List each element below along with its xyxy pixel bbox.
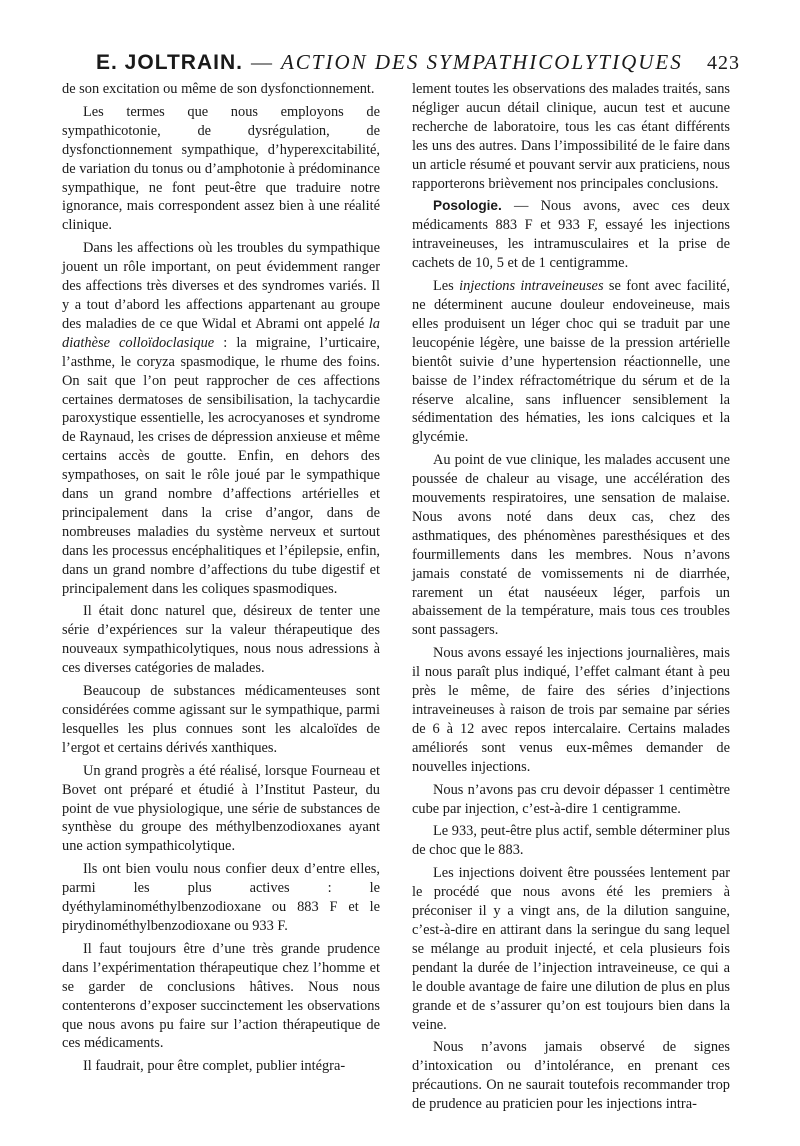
paragraph: Le 933, peut-être plus actif, semble déterminer plus de choc que le 883.	[412, 823, 730, 859]
italic-term: la diathèse colloïdoclasique	[62, 315, 380, 351]
header-author: E. JOLTRAIN.	[96, 51, 243, 74]
paragraph: Il était donc naturel que, désireux de tenter une série d’expériences sur la valeur thérapeutique des nouveaux sympathicolytiques, nous nous adressions à ces diverses catégories de malades.	[62, 603, 380, 677]
section-label: Posologie.	[433, 198, 502, 214]
paragraph: de son excitation ou même de son dysfonctionnement.	[62, 81, 375, 97]
paragraph: Les injections doivent être poussées lentement par le procédé que nous avons été les premiers à préconiser il y a vingt ans, de la dilution sanguine, c’est-à-dire en attirant dans la seringue du sang lequel se mélange au produit injecté, et cela plusieurs fois pendant la durée de l’injection intraveineuse, ce qui a le double avantage de faire une dilution de plus en plus grande et de s’assurer qu’on est toujours bien dans la veine.	[412, 865, 730, 1033]
paragraph: lement toutes les observations des malades traités, sans négliger aucun détail clinique, aucun test et aucune recherche de laboratoire, tous les cas étant différents les uns des autres. Dans l’impossibilité de le faire dans un article résumé et pouvant servir aux praticiens, nous rapporterons brièvement nos principales conclusions.	[412, 81, 730, 192]
paragraph-text: : la migraine, l’urticaire, l’asthme, le coryza spasmodique, le rhume des foins. On sait que l’on peut rapprocher de ces affections certaines dermatoses de sensibilisation, la tachycardie paroxystique essentielle, les acrocyanoses et syndrome de Raynaud, les crises de dépression anxieuse et même certains accès de goutte. Enfin, en dehors des sympathoses, on sait le rôle joué par le sympathique dans un grand nombre d’affections artérielles et principalement dans la crise d’angor, dans de nombreuses maladies du système nerveux et surtout dans les processus encéphalitiques et l’épilepsie, enfin, dans un grand nombre d’affections du tube digestif et principalement dans les coliques spasmodiques.	[62, 334, 380, 597]
paragraph-text: — Nous avons, avec ces deux médicaments 883 F et 933 F, essayé les injections intraveineuses, les intramusculaires et la prise de cachets de 10, 5 et de 1 centigramme.	[412, 198, 730, 272]
header-separator: —	[250, 50, 273, 74]
page-number: 423	[707, 52, 740, 74]
paragraph: Il faut toujours être d’une très grande prudence dans l’expérimentation thérapeutique chez l’homme et se garder de conclusions hâtives. Nous nous contenterons d’exposer succinctement les observations que nous avons pu faire sur l’action thérapeutique de ces médicaments.	[62, 940, 380, 1052]
paragraph	[412, 197, 730, 273]
paragraph: Nous avons essayé les injections journalières, mais il nous paraît plus indiqué, l’effet calmant étant à peu près le même, de faire des séries d’injections intraveineuses à raison de trois par semaine par séries de 6 à 12 avec repos intercalaire. Certains malades améliorés sont venus eux-mêmes demander de nouvelles injections.	[412, 645, 730, 775]
paragraph: Beaucoup de substances médicamenteuses sont considérées comme agissant sur le sympathique, parmi lesquelles les plus connues sont les alcaloïdes de l’ergot et certains dérivés xanthiques.	[62, 683, 380, 756]
paragraph: Les termes que nous employons de sympathicotonie, de dysrégulation, de dysfonctionnement sympathique, d’hyperexcitabilité, de variation du tonus ou d’amphotonie à prédominance sympathique, ne font peut-être que traduire notre ignorance, mais correspondent assez bien à une réalité clinique.	[62, 103, 380, 234]
header-title: ACTION DES SYMPATHICOLYTIQUES	[280, 50, 683, 74]
paragraph: Nous n’avons jamais observé de signes d’intoxication ou d’intolérance, en prenant ces précautions. On ne saurait toutefois recommander trop de prudence au praticien pour les injections intra-	[412, 1039, 730, 1113]
paragraph: Un grand progrès a été réalisé, lorsque Fourneau et Bovet ont préparé et étudié à l’Institut Pasteur, du point de vue physiologique, une série de substances de synthèse du groupe des méthylbenzodioxanes ayant une action sympathicolytique.	[62, 762, 380, 855]
paragraph-text: Les	[433, 278, 460, 295]
italic-term: injections intraveineuses	[459, 278, 604, 295]
right-column	[412, 80, 730, 1114]
paragraph	[62, 239, 380, 598]
paragraph	[412, 277, 730, 447]
paragraph: Au point de vue clinique, les malades accusent une poussée de chaleur au visage, une accélération des mouvements respiratoires, une sensation de malaise. Nous avons noté dans deux cas, chez des asthmatiques, des phénomènes paresthésiques et des fourmillements dans les membres. Nous n’avons jamais constaté de vomissements ni de diarrhée, rarement un état nauséeux léger, parfois un abaissement de la température, mais tous ces troubles sont passagers.	[412, 452, 730, 639]
left-column	[62, 80, 380, 1076]
paragraph: Nous n’avons pas cru devoir dépasser 1 centimètre cube par injection, c’est-à-dire 1 centigramme.	[412, 781, 730, 817]
paragraph: Il faudrait, pour être complet, publier intégra-	[83, 1058, 346, 1075]
paragraph: Ils ont bien voulu nous confier deux d’entre elles, parmi les plus actives : le dyéthylaminométhylbenzodioxane ou 883 F et le pirydinométhylbenzodioxane ou 933 F.	[62, 861, 380, 934]
paragraph-text: Dans les affections où les troubles du sympathique jouent un rôle important, on peut évidemment ranger des affections très diverses et des syndromes variés. Il y a tout d’abord les affections appartenant au groupe des maladies de ce que Widal et Abrami ont appelé	[62, 240, 380, 332]
paragraph-text: se font avec facilité, ne déterminent aucune douleur endoveineuse, mais elles produisent un léger choc qui se traduit par une leucopénie légère, une baisse de la pression artérielle bientôt suivie d’une hypertension réactionnelle, une baisse de l’index réfractométrique du sérum et de la réserve alcaline, sans influencer sensiblement la sédimentation des hématies, les ions calciques et la glycémie.	[412, 278, 730, 446]
running-header	[96, 50, 740, 75]
